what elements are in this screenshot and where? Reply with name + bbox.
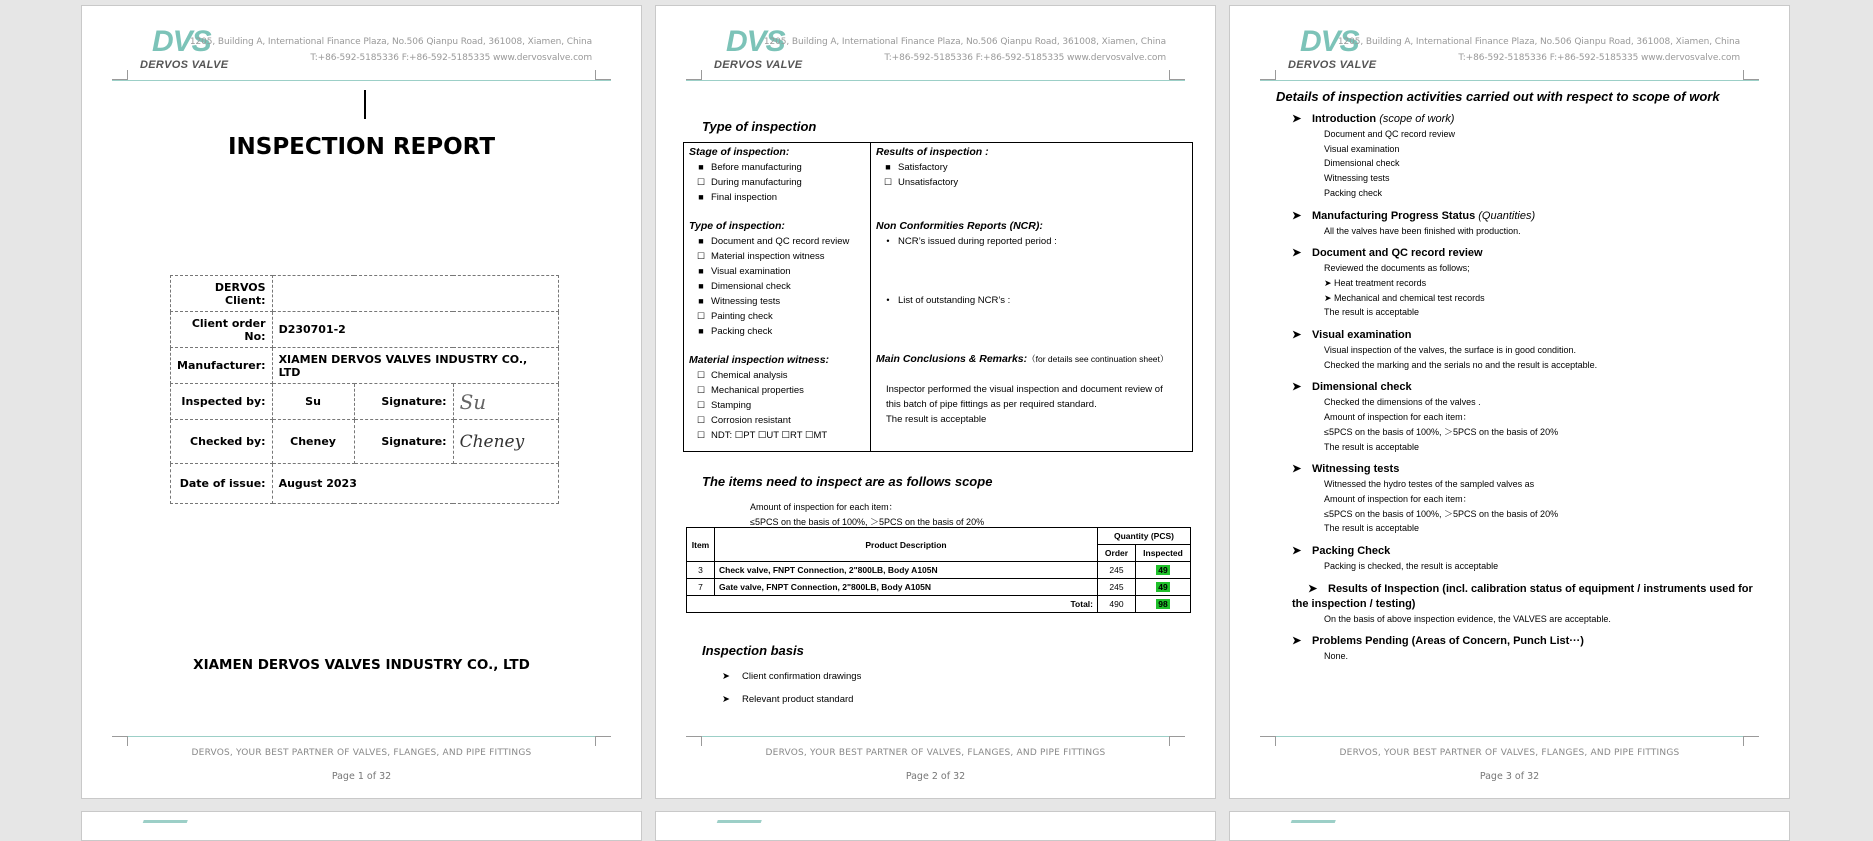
- section-line: Amount of inspection for each item：: [1324, 493, 1472, 504]
- header-address: 1205, Building A, International Finance Plaza, No.506 Qianpu Road, 361008, Xiamen, China T:+86-592-5185336 F:+86-592-5185335 www.dervosvalve.com: [1337, 37, 1740, 63]
- checkbox-item: ■ Before manufacturing: [698, 162, 802, 173]
- section-line: Amount of inspection for each item：: [1324, 412, 1472, 423]
- section-line: The result is acceptable: [1324, 523, 1420, 534]
- section-heading: ➤ Document and QC record review: [1292, 247, 1483, 260]
- checkbox-item: ■ Dimensional check: [698, 281, 791, 292]
- checkbox-item: ■ Visual examination: [698, 266, 791, 277]
- section-line: Reviewed the documents as follows;: [1324, 263, 1470, 274]
- page-header: [656, 6, 1215, 86]
- section-line: ➤ Mechanical and chemical test records: [1324, 292, 1485, 303]
- checkbox-item: ☐ Stamping: [697, 400, 752, 411]
- section-heading: ➤ Visual examination: [1292, 329, 1412, 342]
- header-address: 1205, Building A, International Finance Plaza, No.506 Qianpu Road, 361008, Xiamen, China T:+86-592-5185336 F:+86-592-5185335 www.dervosvalve.com: [763, 37, 1166, 63]
- section-heading: ➤ Packing Check: [1292, 545, 1391, 558]
- section-line: Witnessing tests: [1324, 173, 1390, 184]
- checkbox-item: ☐ NDT: ☐PT ☐UT ☐RT ☐MT: [697, 430, 828, 441]
- section-line: Visual inspection of the valves, the surface is in good condition.: [1324, 345, 1576, 356]
- section-line: Packing is checked, the result is acceptable: [1324, 561, 1499, 572]
- page-3: [1229, 5, 1790, 799]
- section-line: Packing check: [1324, 187, 1383, 198]
- section-line: ≤5PCS on the basis of 100%, ＞5PCS on the basis of 20%: [1324, 426, 1559, 437]
- page-4-partial: [81, 811, 642, 841]
- inspection-basis-heading: Inspection basis: [702, 643, 804, 658]
- section-heading: ➤ Problems Pending (Areas of Concern, Punch List···): [1292, 635, 1584, 648]
- checkbox-item: ■ Document and QC record review: [698, 236, 850, 247]
- dervos-logo: DVS DERVOS VALVE: [714, 25, 803, 71]
- checkbox-item: ☐ Corrosion resistant: [697, 415, 791, 426]
- left-column: Stage of inspection: ■ Before manufacturing ☐ During manufacturing ■ Final inspection Type of inspection: ■ Document and QC record review ☐ Material inspection witness ■ Visual examination ■ Dimensional check ■ Witnessing tests ☐ Painting check ■ Packing check Material inspection witness: ☐ Chemical analysis ☐ Mechanical properties ☐ Stamping ☐ Corrosion resistant ☐ NDT: ☐PT ☐UT ☐RT ☐MT: [689, 145, 867, 443]
- page-6-partial: [1229, 811, 1790, 841]
- company-name: XIAMEN DERVOS VALVES INDUSTRY CO., LTD: [193, 657, 530, 673]
- header-address: 1205, Building A, International Finance Plaza, No.506 Qianpu Road, 361008, Xiamen, China T:+86-592-5185336 F:+86-592-5185335 www.dervosvalve.com: [189, 37, 592, 63]
- page-number: Page 3 of 32: [1479, 771, 1540, 782]
- report-title: INSPECTION REPORT: [227, 134, 496, 160]
- right-column: Results of inspection : ■ Satisfactory ☐ Unsatisfactory Non Conformities Reports (NCR): • NCR’s issued during reported period : • List of outstanding NCR’s : Main Conclusions & Remarks:（for details see continuation sheet） Inspector performed the visual inspection and document review of this batch of pipe fittings as per required standard. The result is acceptable: [876, 145, 1191, 427]
- report-info-table: DERVOS Client: Client order No: D230701-2 Manufacturer: XIAMEN DERVOS VALVES INDUSTRY CO., LTD Inspected by: Su Signature: Su Checked by: Cheney Signature: Cheney Date of issue: August 2023: [170, 275, 559, 504]
- section-line: Visual examination: [1324, 143, 1400, 154]
- checkbox-item: ■ Packing check: [698, 326, 773, 337]
- checkbox-item: ■ Final inspection: [698, 192, 778, 203]
- section-heading: ➤ Results of Inspection (incl. calibration status of equipment / instruments used for the inspection / testing): [1292, 582, 1753, 610]
- amount-note: Amount of inspection for each item： ≤5PCS on the basis of 100%, ＞5PCS on the basis of 20%: [750, 502, 985, 527]
- inspection-summary-box: [683, 142, 1193, 452]
- page-number: Page 1 of 32: [331, 771, 392, 782]
- section-line: Dimensional check: [1324, 158, 1400, 169]
- dervos-logo: DVS DERVOS VALVE: [1288, 25, 1377, 71]
- section-heading: ➤ Witnessing tests: [1292, 463, 1400, 476]
- checkbox-item: ☐ During manufacturing: [697, 177, 802, 188]
- section-line: Checked the dimensions of the valves .: [1324, 397, 1481, 408]
- text-cursor: [364, 90, 366, 119]
- page-1: [81, 5, 642, 799]
- section-line: The result is acceptable: [1324, 441, 1420, 452]
- type-of-inspection-heading: Type of inspection: [702, 119, 817, 134]
- section-heading: ➤ Dimensional check: [1292, 381, 1412, 394]
- page-2: [655, 5, 1216, 799]
- page-5-partial: [655, 811, 1216, 841]
- signature-su: Su: [453, 384, 558, 420]
- section-line: All the valves have been finished with production.: [1324, 225, 1521, 236]
- checkbox-item: ☐ Painting check: [697, 311, 773, 322]
- inspection-details: [1276, 89, 1756, 664]
- checkbox-item: ☐ Mechanical properties: [697, 385, 804, 396]
- page-header: [82, 6, 641, 86]
- page-header: [1230, 6, 1789, 86]
- section-line: None.: [1324, 651, 1349, 662]
- details-title: Details of inspection activities carried out with respect to scope of work: [1276, 89, 1720, 104]
- table-row: 3 Check valve, FNPT Connection, 2"800LB, Body A105N 245 49: [687, 562, 1191, 579]
- section-line: ≤5PCS on the basis of 100%, ＞5PCS on the basis of 20%: [1324, 508, 1559, 519]
- checkbox-item: ☐ Unsatisfactory: [884, 177, 959, 188]
- table-row: 7 Gate valve, FNPT Connection, 2"800LB, Body A105N 245 49: [687, 579, 1191, 596]
- section-heading: ➤ Introduction (scope of work): [1292, 113, 1455, 125]
- footer-tagline: DERVOS, YOUR BEST PARTNER OF VALVES, FLANGES, AND PIPE FITTINGS: [765, 748, 1106, 758]
- footer-tagline: DERVOS, YOUR BEST PARTNER OF VALVES, FLANGES, AND PIPE FITTINGS: [1339, 748, 1680, 758]
- items-heading: The items need to inspect are as follows scope: [702, 474, 993, 489]
- section-line: On the basis of above inspection evidence, the VALVES are acceptable.: [1324, 613, 1611, 624]
- section-line: Checked the marking and the serials no and the result is acceptable.: [1324, 359, 1598, 370]
- section-line: ➤ Heat treatment records: [1324, 277, 1427, 288]
- signature-cheney: Cheney: [453, 420, 558, 464]
- checkbox-item: ☐ Material inspection witness: [697, 251, 825, 262]
- checkbox-item: ☐ Chemical analysis: [697, 370, 788, 381]
- checkbox-item: ■ Satisfactory: [885, 162, 948, 173]
- basis-list: ➤ Client confirmation drawings ➤ Relevant product standard: [722, 671, 862, 705]
- section-line: The result is acceptable: [1324, 307, 1420, 318]
- section-line: Witnessed the hydro testes of the sampled valves as: [1324, 479, 1535, 490]
- items-table: Item Product Description Quantity (PCS) Order Inspected 3 Check valve, FNPT Connection, 2"800LB, Body A105N 245 49 7 Gate valve, FNPT Connection, 2"800LB, Body A105N 245 49 Total: 490 98: [686, 527, 1191, 613]
- section-heading: ➤ Manufacturing Progress Status (Quantities): [1292, 209, 1536, 222]
- page-number: Page 2 of 32: [905, 771, 966, 782]
- table-total-row: Total: 490 98: [687, 596, 1191, 613]
- footer-tagline: DERVOS, YOUR BEST PARTNER OF VALVES, FLANGES, AND PIPE FITTINGS: [191, 748, 532, 758]
- section-line: Document and QC record review: [1324, 129, 1456, 139]
- checkbox-item: ■ Witnessing tests: [698, 296, 781, 307]
- dervos-logo: DVS DERVOS VALVE: [140, 25, 229, 71]
